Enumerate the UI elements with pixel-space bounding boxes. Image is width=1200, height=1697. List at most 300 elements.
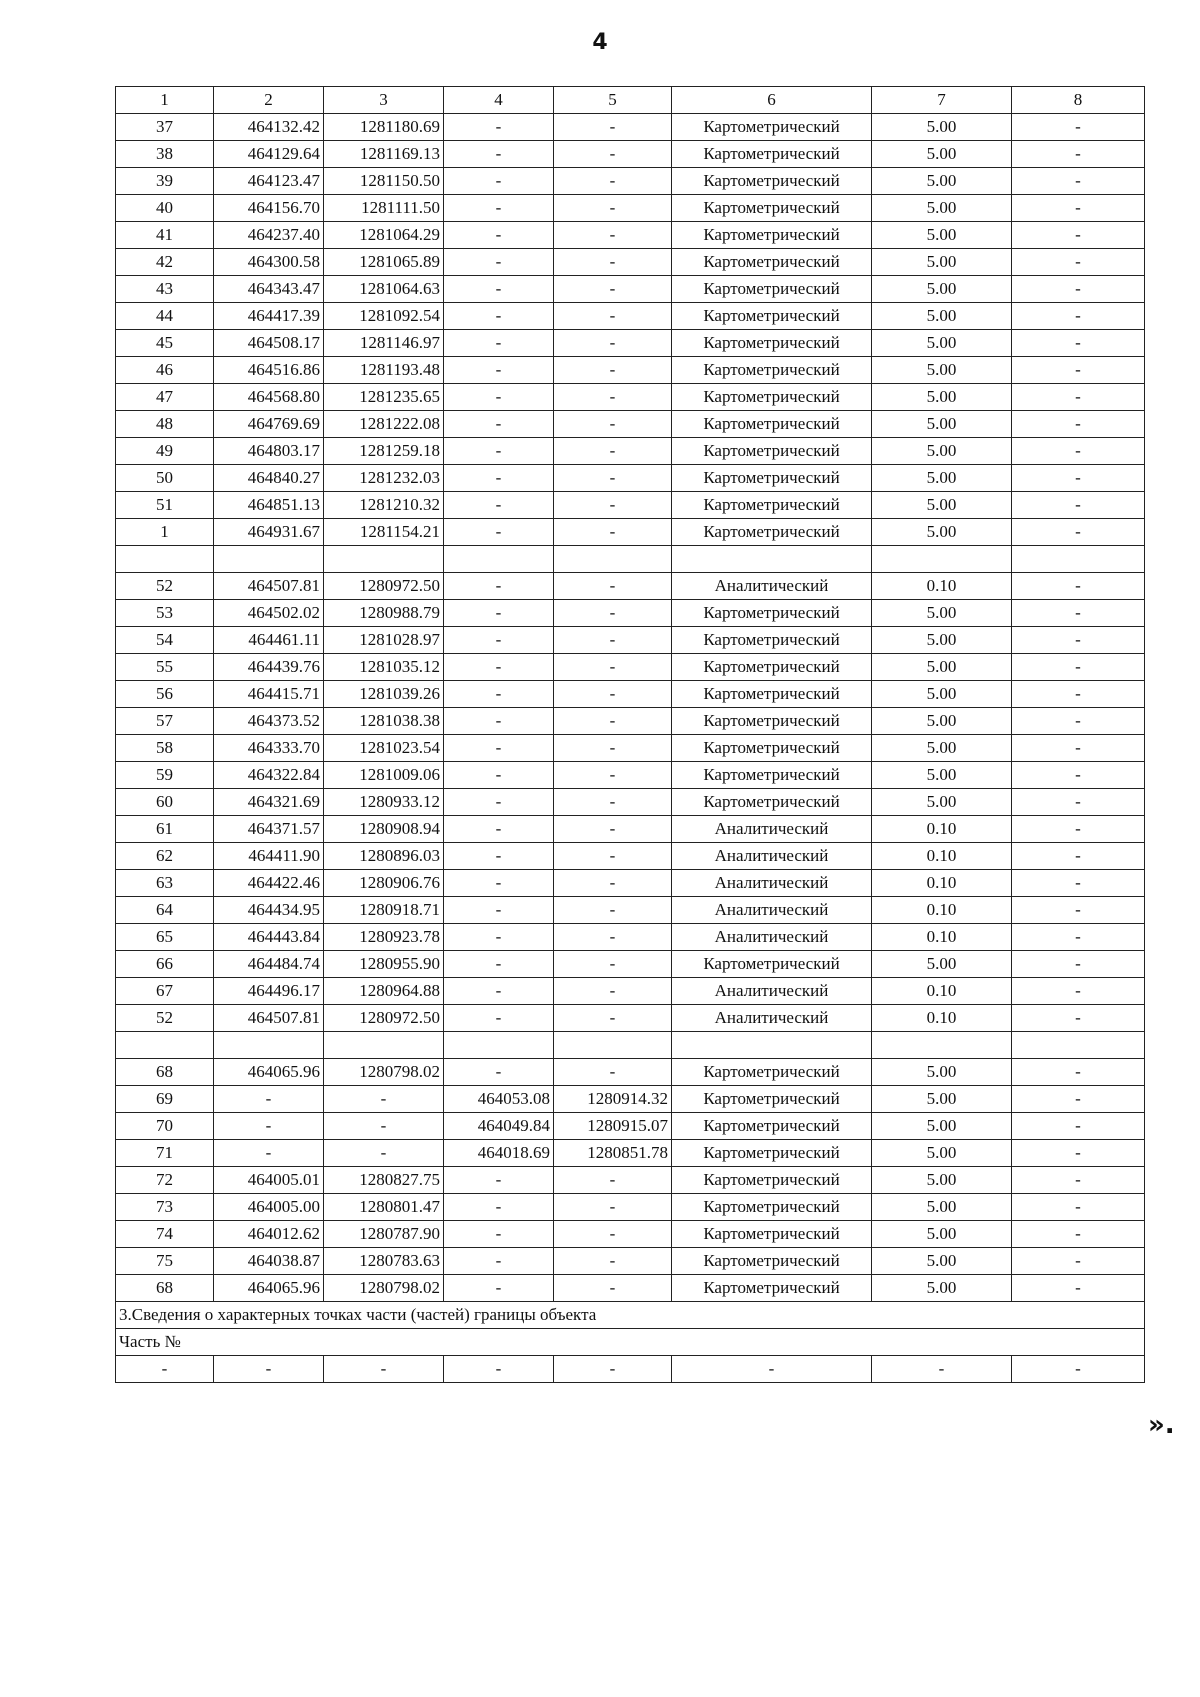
table-cell: 464484.74 (214, 951, 324, 978)
table-cell: 5.00 (872, 141, 1012, 168)
table-cell: - (444, 924, 554, 951)
table-cell: 3 (324, 87, 444, 114)
table-cell: 52 (116, 1005, 214, 1032)
table-cell: 66 (116, 951, 214, 978)
table-cell: - (554, 573, 672, 600)
table-cell: 464516.86 (214, 357, 324, 384)
table-cell: 464371.57 (214, 816, 324, 843)
table-cell: Картометрический (672, 114, 872, 141)
table-cell: Аналитический (672, 897, 872, 924)
table-row (116, 330, 1145, 357)
table-row (116, 195, 1145, 222)
table-cell: - (1012, 141, 1145, 168)
table-cell: 1281154.21 (324, 519, 444, 546)
table-cell: 1281259.18 (324, 438, 444, 465)
table-cell: - (444, 114, 554, 141)
table-row (116, 114, 1145, 141)
table-cell: - (214, 1140, 324, 1167)
table-cell: - (554, 1167, 672, 1194)
table-cell: 5.00 (872, 951, 1012, 978)
table-row (116, 222, 1145, 249)
table-cell: 0.10 (872, 897, 1012, 924)
table-cell: 464507.81 (214, 573, 324, 600)
table-cell: 1280787.90 (324, 1221, 444, 1248)
part-number-row-cell: Часть № (116, 1329, 1145, 1356)
table-cell: 5.00 (872, 762, 1012, 789)
table-cell: Картометрический (672, 1059, 872, 1086)
table-row (116, 735, 1145, 762)
table-row (116, 1086, 1145, 1113)
table-cell: 74 (116, 1221, 214, 1248)
table-cell: - (1012, 168, 1145, 195)
table-cell: Аналитический (672, 816, 872, 843)
table-cell (324, 1032, 444, 1059)
table-cell: 1280972.50 (324, 1005, 444, 1032)
table-cell: 1280988.79 (324, 600, 444, 627)
table-cell: Картометрический (672, 249, 872, 276)
table-cell: 1281028.97 (324, 627, 444, 654)
table-cell (872, 1032, 1012, 1059)
table-cell: 1280798.02 (324, 1275, 444, 1302)
table-cell: - (324, 1113, 444, 1140)
table-cell: 464851.13 (214, 492, 324, 519)
table-cell: 464065.96 (214, 1275, 324, 1302)
table-cell: Картометрический (672, 330, 872, 357)
table-cell: 464049.84 (444, 1113, 554, 1140)
table-row (116, 357, 1145, 384)
table-cell: - (444, 897, 554, 924)
table-cell: - (1012, 1167, 1145, 1194)
table-cell: - (554, 303, 672, 330)
table-cell: - (1012, 816, 1145, 843)
table-cell: 464300.58 (214, 249, 324, 276)
table-cell: - (554, 978, 672, 1005)
table-cell: 1280955.90 (324, 951, 444, 978)
table-cell: Картометрический (672, 141, 872, 168)
table-cell: Картометрический (672, 1113, 872, 1140)
table-row (116, 411, 1145, 438)
table-cell: - (444, 195, 554, 222)
table-cell: 1281232.03 (324, 465, 444, 492)
table-cell: 464507.81 (214, 1005, 324, 1032)
table-cell: - (444, 303, 554, 330)
table-cell: 39 (116, 168, 214, 195)
table-cell: 51 (116, 492, 214, 519)
table-cell: 53 (116, 600, 214, 627)
table-cell (872, 546, 1012, 573)
table-cell: - (444, 789, 554, 816)
table-cell: Аналитический (672, 870, 872, 897)
table-cell: 464322.84 (214, 762, 324, 789)
table-cell: 68 (116, 1275, 214, 1302)
table-row (116, 492, 1145, 519)
table-cell: - (1012, 1248, 1145, 1275)
table-row (116, 1194, 1145, 1221)
table-cell: 464373.52 (214, 708, 324, 735)
table-cell: 1280918.71 (324, 897, 444, 924)
table-cell: - (444, 222, 554, 249)
table-cell: 464123.47 (214, 168, 324, 195)
table-cell: 5.00 (872, 114, 1012, 141)
table-cell: - (1012, 1086, 1145, 1113)
table-cell: - (444, 1356, 554, 1383)
table-cell: 464496.17 (214, 978, 324, 1005)
table-cell: - (1012, 276, 1145, 303)
table-cell: - (554, 1248, 672, 1275)
table-row (116, 762, 1145, 789)
table-cell: - (1012, 465, 1145, 492)
table-cell: - (554, 897, 672, 924)
table-cell: Картометрический (672, 1248, 872, 1275)
table-cell: - (1012, 1059, 1145, 1086)
table-row (116, 1356, 1145, 1383)
table-cell: - (444, 141, 554, 168)
table-cell: Аналитический (672, 843, 872, 870)
table-cell: 1280801.47 (324, 1194, 444, 1221)
table-cell: 5.00 (872, 222, 1012, 249)
table-row (116, 816, 1145, 843)
table-cell: - (444, 465, 554, 492)
table-cell: 1281193.48 (324, 357, 444, 384)
table-cell: 6 (672, 87, 872, 114)
table-cell: - (444, 816, 554, 843)
table-cell: Картометрический (672, 411, 872, 438)
table-cell: 5.00 (872, 789, 1012, 816)
table-cell: 1280964.88 (324, 978, 444, 1005)
table-cell: Картометрический (672, 303, 872, 330)
table-cell: 1280914.32 (554, 1086, 672, 1113)
table-cell: 1280783.63 (324, 1248, 444, 1275)
table-cell: 64 (116, 897, 214, 924)
table-cell: 50 (116, 465, 214, 492)
table-cell: - (1012, 870, 1145, 897)
table-cell: 5.00 (872, 681, 1012, 708)
table-cell: 42 (116, 249, 214, 276)
table-cell: 464931.67 (214, 519, 324, 546)
table-cell: - (554, 465, 672, 492)
table-cell: 1281222.08 (324, 411, 444, 438)
table-cell (1012, 1032, 1145, 1059)
table-cell: Картометрический (672, 600, 872, 627)
table-header-row (116, 87, 1145, 114)
table-cell: 1281009.06 (324, 762, 444, 789)
table-cell (554, 546, 672, 573)
table-row (116, 1275, 1145, 1302)
table-cell: 0.10 (872, 573, 1012, 600)
table-row (116, 843, 1145, 870)
section3-title-row-cell: 3.Сведения о характерных точках части (частей) границы объекта (116, 1302, 1145, 1329)
table-cell: 464803.17 (214, 438, 324, 465)
table-row (116, 600, 1145, 627)
table-cell: - (554, 654, 672, 681)
table-cell: - (444, 735, 554, 762)
table-cell: - (444, 762, 554, 789)
table-cell: 45 (116, 330, 214, 357)
table-cell: - (1012, 330, 1145, 357)
table-cell: 5.00 (872, 303, 1012, 330)
table-cell: Картометрический (672, 654, 872, 681)
table-cell: 1281235.65 (324, 384, 444, 411)
table-cell: - (1012, 1113, 1145, 1140)
table-cell: 5.00 (872, 384, 1012, 411)
table-cell: - (672, 1356, 872, 1383)
table-cell: - (444, 843, 554, 870)
table-cell (214, 546, 324, 573)
table-cell: - (444, 411, 554, 438)
table-cell (554, 1032, 672, 1059)
table-cell: 1281180.69 (324, 114, 444, 141)
table-cell: - (444, 519, 554, 546)
table-cell (214, 1032, 324, 1059)
table-cell: - (1012, 492, 1145, 519)
table-cell: Картометрический (672, 492, 872, 519)
table-cell: - (444, 573, 554, 600)
table-cell: 52 (116, 573, 214, 600)
table-cell: 0.10 (872, 978, 1012, 1005)
part-number-row (116, 1329, 1145, 1356)
table-cell: 464434.95 (214, 897, 324, 924)
table-row (116, 249, 1145, 276)
table-row (116, 276, 1145, 303)
table-cell: - (1012, 897, 1145, 924)
table-cell: - (554, 168, 672, 195)
table-cell: 1281092.54 (324, 303, 444, 330)
table-cell: - (554, 276, 672, 303)
table-cell: - (214, 1356, 324, 1383)
table-cell: Картометрический (672, 465, 872, 492)
table-cell: 464005.00 (214, 1194, 324, 1221)
table-cell: 7 (872, 87, 1012, 114)
table-cell: 5.00 (872, 411, 1012, 438)
table-cell: - (1012, 735, 1145, 762)
table-cell: 40 (116, 195, 214, 222)
table-cell: Аналитический (672, 978, 872, 1005)
table-cell: - (554, 627, 672, 654)
table-cell: 58 (116, 735, 214, 762)
table-cell: 75 (116, 1248, 214, 1275)
table-cell: 1280933.12 (324, 789, 444, 816)
table-cell: - (1012, 681, 1145, 708)
table-cell: Аналитический (672, 1005, 872, 1032)
table-cell: 56 (116, 681, 214, 708)
table-cell: 1280906.76 (324, 870, 444, 897)
table-row (116, 384, 1145, 411)
table-cell: Картометрический (672, 222, 872, 249)
table-cell: 5.00 (872, 1194, 1012, 1221)
table-cell: - (554, 438, 672, 465)
table-cell: 464053.08 (444, 1086, 554, 1113)
table-row (116, 708, 1145, 735)
table-row (116, 573, 1145, 600)
table-cell: - (554, 141, 672, 168)
table-cell: - (554, 600, 672, 627)
table-cell: 464415.71 (214, 681, 324, 708)
table-cell: - (1012, 1356, 1145, 1383)
table-cell: - (554, 195, 672, 222)
table-cell: 1280972.50 (324, 573, 444, 600)
table-cell: - (1012, 195, 1145, 222)
table-cell: - (554, 1275, 672, 1302)
table-row (116, 951, 1145, 978)
table-row (116, 465, 1145, 492)
table-cell: 65 (116, 924, 214, 951)
table-cell: 5.00 (872, 735, 1012, 762)
table-cell: Картометрический (672, 1194, 872, 1221)
table-cell: - (554, 114, 672, 141)
table-cell: 0.10 (872, 870, 1012, 897)
table-cell: - (444, 276, 554, 303)
table-cell: - (444, 1005, 554, 1032)
table-cell: - (444, 1194, 554, 1221)
table-cell: 5.00 (872, 249, 1012, 276)
table-cell: 72 (116, 1167, 214, 1194)
table-cell: 61 (116, 816, 214, 843)
table-cell: - (554, 816, 672, 843)
table-cell: 464568.80 (214, 384, 324, 411)
table-cell: - (214, 1086, 324, 1113)
table-body (116, 87, 1145, 1383)
table-cell: 62 (116, 843, 214, 870)
table-cell: 43 (116, 276, 214, 303)
table-cell: 5.00 (872, 1140, 1012, 1167)
table-cell: - (444, 627, 554, 654)
table-cell: 1281065.89 (324, 249, 444, 276)
table-cell: 1281210.32 (324, 492, 444, 519)
table-cell: 1280798.02 (324, 1059, 444, 1086)
table-cell: - (1012, 789, 1145, 816)
table-cell: - (554, 1356, 672, 1383)
table-cell: 38 (116, 141, 214, 168)
table-cell: Картометрический (672, 168, 872, 195)
table-cell: 5.00 (872, 195, 1012, 222)
table-cell (116, 546, 214, 573)
table-cell: - (1012, 222, 1145, 249)
table-cell: - (444, 330, 554, 357)
table-cell: 1280851.78 (554, 1140, 672, 1167)
table-cell: 5.00 (872, 438, 1012, 465)
table-cell: 1281035.12 (324, 654, 444, 681)
table-cell: - (444, 1221, 554, 1248)
table-cell: 2 (214, 87, 324, 114)
table-row (116, 1140, 1145, 1167)
table-cell: - (444, 1275, 554, 1302)
table-cell: - (444, 654, 554, 681)
table-cell: 67 (116, 978, 214, 1005)
table-cell: - (554, 951, 672, 978)
table-cell: - (1012, 114, 1145, 141)
table-cell: 5.00 (872, 492, 1012, 519)
table-cell: 0.10 (872, 816, 1012, 843)
table-cell: - (1012, 951, 1145, 978)
table-row (116, 870, 1145, 897)
table-cell: - (214, 1113, 324, 1140)
table-cell: - (554, 1059, 672, 1086)
table-cell: 1280896.03 (324, 843, 444, 870)
table-cell: 1281039.26 (324, 681, 444, 708)
table-cell: 1281146.97 (324, 330, 444, 357)
table-cell: Картометрический (672, 735, 872, 762)
table-cell: - (116, 1356, 214, 1383)
table-cell: 5.00 (872, 708, 1012, 735)
table-cell: 1281150.50 (324, 168, 444, 195)
table-cell: 464333.70 (214, 735, 324, 762)
table-cell (444, 546, 554, 573)
table-cell: 464065.96 (214, 1059, 324, 1086)
table-cell: - (324, 1140, 444, 1167)
table-cell: 73 (116, 1194, 214, 1221)
table-cell: 5.00 (872, 168, 1012, 195)
closing-quote-mark: ». (1148, 1410, 1175, 1440)
table-cell: Картометрический (672, 195, 872, 222)
table-cell: Картометрический (672, 1275, 872, 1302)
table-cell: - (324, 1086, 444, 1113)
table-cell: - (1012, 1005, 1145, 1032)
table-cell: - (1012, 573, 1145, 600)
table-cell: Картометрический (672, 627, 872, 654)
table-cell: 1281111.50 (324, 195, 444, 222)
table-cell: 37 (116, 114, 214, 141)
table-cell: 8 (1012, 87, 1145, 114)
table-cell: 464132.42 (214, 114, 324, 141)
table-row (116, 303, 1145, 330)
table-cell: - (1012, 654, 1145, 681)
table-cell: 69 (116, 1086, 214, 1113)
table-cell: - (444, 1059, 554, 1086)
table-cell: - (1012, 438, 1145, 465)
table-cell: 464443.84 (214, 924, 324, 951)
section3-title-row (116, 1302, 1145, 1329)
table-row (116, 1005, 1145, 1032)
table-cell: 44 (116, 303, 214, 330)
table-cell: 1281064.29 (324, 222, 444, 249)
table-cell: - (444, 708, 554, 735)
table-cell: 63 (116, 870, 214, 897)
table-cell: - (324, 1356, 444, 1383)
table-cell: 59 (116, 762, 214, 789)
table-cell: 464502.02 (214, 600, 324, 627)
table-cell: 5.00 (872, 519, 1012, 546)
table-cell: Картометрический (672, 384, 872, 411)
table-cell: - (554, 411, 672, 438)
table-cell: - (1012, 1275, 1145, 1302)
table-cell: - (554, 357, 672, 384)
table-cell: - (554, 762, 672, 789)
table-row (116, 438, 1145, 465)
table-cell: Картометрический (672, 357, 872, 384)
table-cell: 68 (116, 1059, 214, 1086)
table-cell: - (1012, 708, 1145, 735)
table-cell: 5 (554, 87, 672, 114)
table-cell: 1 (116, 87, 214, 114)
table-cell: 5.00 (872, 1275, 1012, 1302)
table-row (116, 1221, 1145, 1248)
table-cell: - (444, 249, 554, 276)
table-cell: 5.00 (872, 1167, 1012, 1194)
table-cell (672, 546, 872, 573)
table-cell: - (444, 384, 554, 411)
table-cell: - (1012, 519, 1145, 546)
table-cell: 5.00 (872, 1221, 1012, 1248)
table-cell: 464417.39 (214, 303, 324, 330)
table-cell: - (1012, 1221, 1145, 1248)
table-cell: - (554, 789, 672, 816)
table-cell: - (554, 330, 672, 357)
table-cell: 70 (116, 1113, 214, 1140)
table-row (116, 546, 1145, 573)
table-row (116, 924, 1145, 951)
table-cell: - (554, 708, 672, 735)
table-cell: Картометрический (672, 681, 872, 708)
